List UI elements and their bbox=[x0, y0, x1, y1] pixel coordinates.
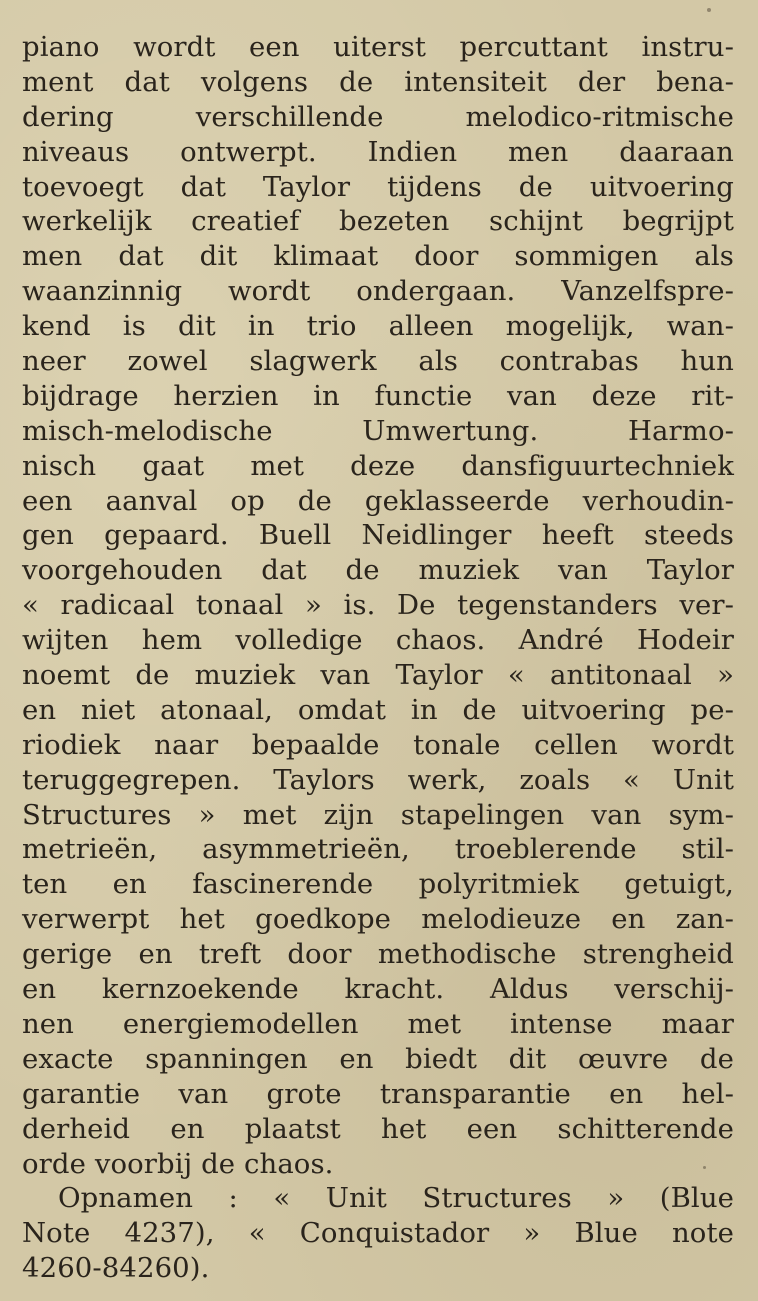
body-line: ment dat volgens de intensiteit der bena- bbox=[22, 65, 734, 98]
body-line: misch-melodische Umwertung. Harmo- bbox=[22, 414, 734, 447]
body-line: toevoegt dat Taylor tijdens de uitvoering bbox=[22, 170, 734, 203]
body-line: gerige en treft door methodische strengheid bbox=[22, 938, 734, 971]
body-line: gen gepaard. Buell Neidlinger heeft steeds bbox=[22, 519, 734, 552]
body-line: piano wordt een uiterst percuttant instru- bbox=[22, 31, 734, 63]
body-line: waanzinnig wordt ondergaan. Vanzelfspre- bbox=[22, 275, 734, 308]
body-line: verwerpt het goedkope melodieuze en zan- bbox=[22, 903, 734, 936]
body-line: een aanval op de geklasseerde verhoudin- bbox=[22, 484, 734, 517]
body-line: kend is dit in trio alleen mogelijk, wan- bbox=[22, 310, 734, 343]
body-line: riodiek naar bepaalde tonale cellen wordt bbox=[22, 728, 734, 761]
body-line: neer zowel slagwerk als contrabas hun bbox=[22, 345, 734, 378]
body-line: en kernzoekende kracht. Aldus verschij- bbox=[22, 973, 734, 1006]
body-line: voorgehouden dat de muziek van Taylor bbox=[22, 554, 734, 587]
body-line: ten en fascinerende polyritmiek getuigt, bbox=[22, 868, 734, 901]
article-column bbox=[22, 30, 734, 1286]
body-line: niveaus ontwerpt. Indien men daaraan bbox=[22, 135, 734, 168]
body-line: derheid en plaatst het een schitterende bbox=[22, 1112, 734, 1145]
body-line: dering verschillende melodico-ritmische bbox=[22, 100, 734, 133]
recordings-line: Opnamen : « Unit Structures » (Blue bbox=[58, 1182, 734, 1215]
body-line: Structures » met zijn stapelingen van sym- bbox=[22, 798, 734, 831]
body-line: « radicaal tonaal » is. De tegenstanders ver- bbox=[22, 589, 734, 622]
body-line: exacte spanningen en biedt dit œuvre de bbox=[22, 1042, 734, 1075]
body-line: men dat dit klimaat door sommigen als bbox=[22, 240, 734, 273]
body-line: werkelijk creatief bezeten schijnt begrijpt bbox=[22, 205, 734, 238]
body-line: noemt de muziek van Taylor « antitonaal » bbox=[22, 659, 734, 692]
body-line: bijdrage herzien in functie van deze rit- bbox=[22, 379, 734, 412]
recordings-line: Note 4237), « Conquistador » Blue note bbox=[22, 1217, 734, 1250]
body-line: nen energiemodellen met intense maar bbox=[22, 1007, 734, 1040]
body-line: teruggegrepen. Taylors werk, zoals « Unit bbox=[22, 763, 734, 796]
body-line: garantie van grote transparantie en hel- bbox=[22, 1077, 734, 1110]
print-speck bbox=[707, 8, 711, 12]
body-line: nisch gaat met deze dansfiguurtechniek bbox=[22, 449, 734, 482]
body-line-last: orde voorbij de chaos. bbox=[22, 1147, 334, 1180]
body-line: wijten hem volledige chaos. André Hodeir bbox=[22, 624, 734, 657]
recordings-line-last: 4260-84260). bbox=[22, 1252, 210, 1285]
print-speck bbox=[703, 1166, 706, 1169]
body-line: metrieën, asymmetrieën, troeblerende stil- bbox=[22, 833, 734, 866]
body-line: en niet atonaal, omdat in de uitvoering pe- bbox=[22, 693, 734, 726]
